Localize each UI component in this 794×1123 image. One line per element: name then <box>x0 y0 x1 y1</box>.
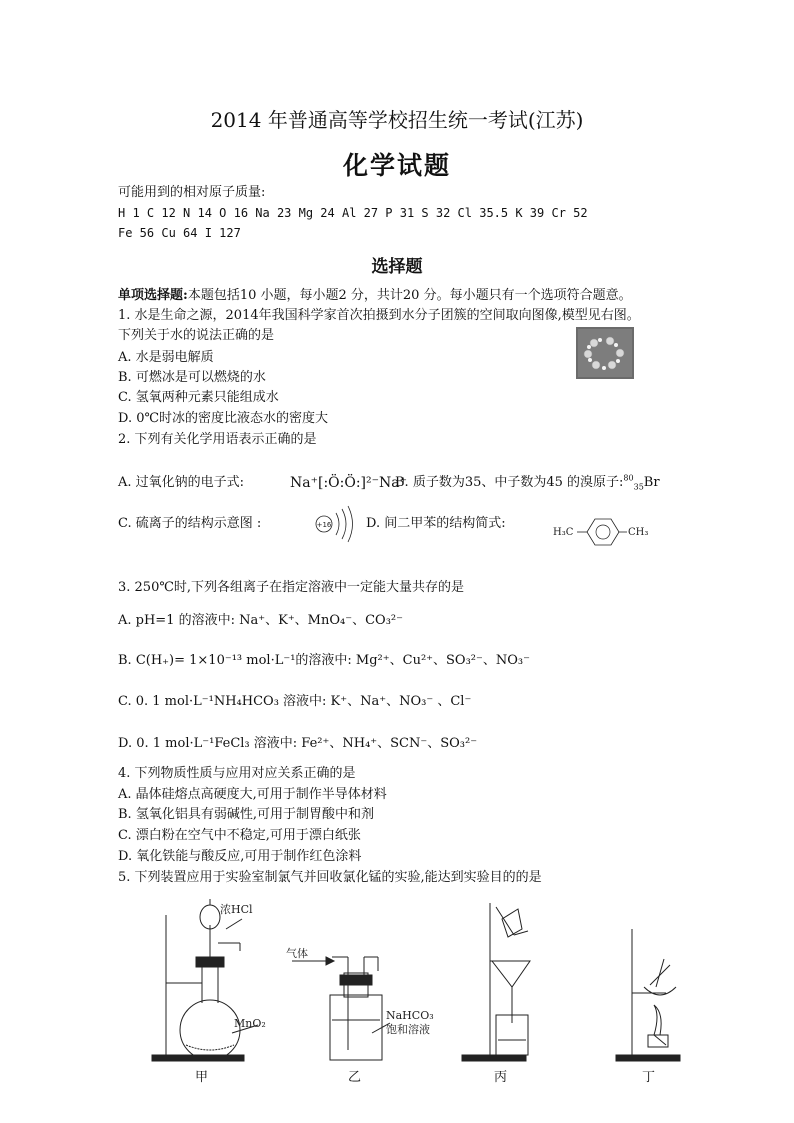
sulfide-ion-diagram <box>312 505 356 543</box>
xylene-left-methyl: H₃C <box>553 527 574 538</box>
q1-stem-a: 1. 水是生命之源，2014年我国科学家首次拍摄到水分子团簇的空间取向图像,模型见右图。 <box>118 308 640 323</box>
apparatus-bing <box>462 903 530 1061</box>
q2-stem: 2. 下列有关化学用语表示正确的是 <box>118 432 317 447</box>
q2-option-d: D. 间二甲苯的结构简式: <box>366 516 506 531</box>
bromine-symbol: Br <box>643 475 660 490</box>
atomic-mass-label: 可能用到的相对原子质量: <box>118 185 266 200</box>
caption-jia: 甲 <box>195 1070 209 1085</box>
apparatus-yi <box>292 957 390 1060</box>
q1-option-c: C. 氢氧两种元素只能组成水 <box>118 390 279 405</box>
q2-option-b <box>395 474 660 491</box>
bromine-atomic-number: 35 <box>633 482 644 492</box>
q4-stem: 4. 下列物质性质与应用对应关系正确的是 <box>118 766 356 781</box>
q3-option-d: D. 0. 1 mol·L⁻¹FeCl₃ 溶液中: Fe²⁺、NH₄⁺、SCN⁻、SO₃²⁻ <box>118 736 478 751</box>
q1-option-d: D. 0℃时冰的密度比液态水的密度大 <box>118 411 329 426</box>
apparatus-figure <box>150 895 690 1095</box>
instructions-rest: 本题包括10 小题，每小题2 分，共计20 分。每小题只有一个选项符合题意。 <box>187 288 632 303</box>
label-mno2: MnO₂ <box>234 1017 266 1030</box>
bromine-mass-number: 80 <box>623 473 634 483</box>
section-instructions <box>118 287 632 304</box>
section-title: 选择题 <box>371 257 423 277</box>
sulfide-core-label: +16 <box>316 521 332 529</box>
label-gas: 气体 <box>286 947 308 960</box>
apparatus-ding <box>616 929 680 1061</box>
atomic-mass-line-2: Fe 56 Cu 64 I 127 <box>118 226 241 240</box>
q1-stem-b: 下列关于水的说法正确的是 <box>118 328 275 343</box>
caption-yi: 乙 <box>348 1070 362 1085</box>
q4-option-b: B. 氢氧化铝具有弱碱性,可用于制胃酸中和剂 <box>118 807 374 822</box>
q2-option-c: C. 硫离子的结构示意图 : <box>118 516 262 531</box>
q3-stem: 3. 250℃时,下列各组离子在指定溶液中一定能大量共存的是 <box>118 580 465 595</box>
apparatus-jia <box>152 899 258 1061</box>
q4-option-d: D. 氧化铁能与酸反应,可用于制作红色涂料 <box>118 849 362 864</box>
q4-option-c: C. 漂白粉在空气中不稳定,可用于漂白纸张 <box>118 828 361 843</box>
q3-option-a: A. pH=1 的溶液中: Na⁺、K⁺、MnO₄⁻、CO₃²⁻ <box>118 613 403 628</box>
instructions-bold: 单项选择题: <box>118 288 188 303</box>
q2-option-b-text: B. 质子数为35、中子数为45 的溴原子: <box>395 475 624 490</box>
label-saturated-solution: 饱和溶液 <box>386 1023 430 1036</box>
xylene-right-methyl: CH₃ <box>628 527 649 538</box>
atomic-mass-line-1: H 1 C 12 N 14 O 16 Na 23 Mg 24 Al 27 P 31 S 32 Cl 35.5 K 39 Cr 52 <box>118 206 588 220</box>
q1-option-b: B. 可燃冰是可以燃烧的水 <box>118 370 266 385</box>
exam-title: 2014 年普通高等学校招生统一考试(江苏) <box>210 108 584 132</box>
q3-option-c: C. 0. 1 mol·L⁻¹NH₄HCO₃ 溶液中: K⁺、Na⁺、NO₃⁻ 、Cl⁻ <box>118 694 472 709</box>
q4-option-a: A. 晶体硅熔点高硬度大,可用于制作半导体材料 <box>118 787 387 802</box>
q5-stem: 5. 下列装置应用于实验室制氯气并回收氯化锰的实验,能达到实验目的的是 <box>118 870 542 885</box>
q2-option-a: A. 过氧化钠的电子式: <box>118 475 245 490</box>
sodium-peroxide-formula: Na⁺[:Ö:Ö:]²⁻Na⁺ <box>290 475 408 491</box>
water-cluster-image <box>576 327 634 379</box>
m-xylene-structure <box>553 515 651 551</box>
exam-subtitle: 化学试题 <box>342 151 451 180</box>
caption-bing: 丙 <box>494 1070 508 1085</box>
label-conc-hcl: 浓HCl <box>220 903 253 916</box>
q3-option-b: B. C(H₊)= 1×10⁻¹³ mol·L⁻¹的溶液中: Mg²⁺、Cu²⁺、SO₃²⁻、NO₃⁻ <box>118 653 530 668</box>
label-nahco3: NaHCO₃ <box>386 1009 434 1022</box>
caption-ding: 丁 <box>642 1070 656 1085</box>
q1-option-a: A. 水是弱电解质 <box>118 350 214 365</box>
